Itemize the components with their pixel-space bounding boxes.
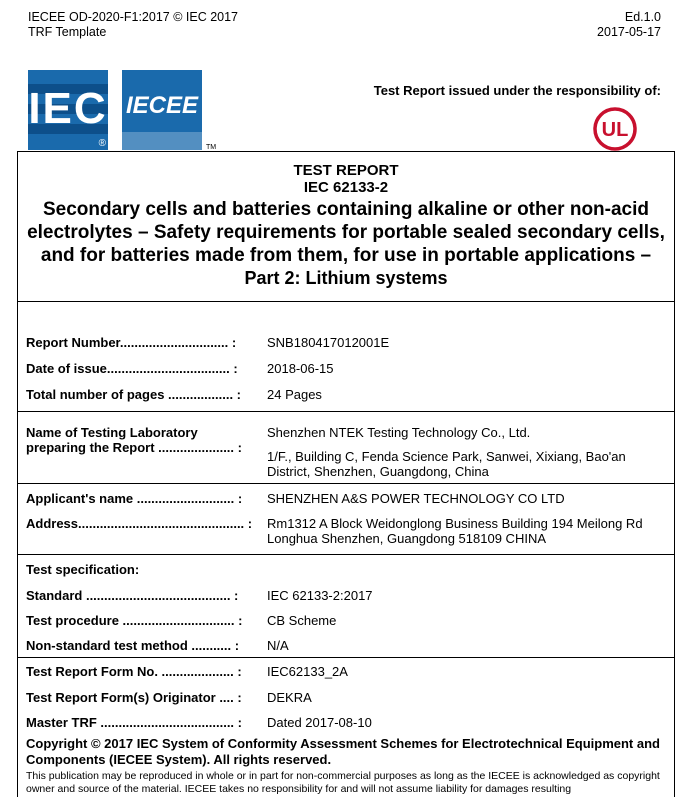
trf-number-value: IEC62133_2A: [267, 664, 348, 679]
trf-originator-value: DEKRA: [267, 690, 312, 705]
trademark-mark: TM: [206, 144, 217, 151]
total-pages-label: Total number of pages .................. :: [26, 387, 242, 402]
report-number-value: SNB180417012001E: [267, 335, 390, 350]
standard-description: Secondary cells and batteries containing alkaline or other non-acid electrolytes – Safety requirements for portable sealed secondary cells, and for batteries made from them, for use in portable applications –: [27, 199, 665, 266]
copyright-text: This publication may be reproduced in whole or in part for non-commercial purposes as long as the IECEE is acknowledged as copyright owner and source of the material. IECEE takes no responsibility for and will not assume liability for damages resulting: [26, 770, 660, 795]
applicant-name-label: Applicant's name ........................... :: [26, 491, 243, 506]
applicant-address-value: Rm1312 A Block Weidonglong Business Building 194 Meilong Rd Longhua Shenzhen, Guangdong 518109 CHINA: [267, 516, 643, 546]
trf-originator-label: Test Report Form(s) Originator .... :: [26, 690, 242, 705]
spec-heading: Test specification:: [26, 562, 140, 577]
master-trf-value: Dated 2017-08-10: [267, 715, 372, 730]
ul-logo-text: UL: [601, 119, 629, 141]
standard-part: Part 2: Lithium systems: [244, 268, 448, 288]
edition-date: 2017-05-17: [597, 25, 661, 39]
non-standard-method-label: Non-standard test method ........... :: [26, 638, 240, 653]
copyright-title: Copyright © 2017 IEC System of Conformity Assessment Schemes for Electrotechnical Equipment and Components (IECEE System). All rights reserved.: [26, 736, 660, 767]
iec-logo: [28, 70, 108, 150]
non-standard-method-value: N/A: [267, 638, 289, 653]
applicant-name-value: SHENZHEN A&S POWER TECHNOLOGY CO LTD: [267, 491, 565, 506]
date-of-issue-value: 2018-06-15: [267, 361, 334, 376]
responsibility-text: Test Report issued under the responsibility of:: [373, 83, 661, 98]
edition: Ed.1.0: [624, 10, 661, 24]
date-of-issue-label: Date of issue.................................. :: [26, 361, 238, 376]
divider: [18, 657, 674, 658]
report-number-label: Report Number.............................. :: [26, 335, 237, 350]
report-title: TEST REPORT: [293, 162, 399, 179]
laboratory-label: Name of Testing Laboratory preparing the Report ..................... :: [26, 425, 242, 455]
test-procedure-value: CB Scheme: [267, 613, 337, 628]
divider: [18, 483, 674, 484]
title-block: [18, 152, 674, 302]
standard-label: Standard ........................................ :: [26, 588, 239, 603]
registered-mark: ®: [98, 138, 106, 149]
standard-title: IEC 62133-2: [303, 179, 389, 196]
trf-number-label: Test Report Form No. .................... :: [26, 664, 242, 679]
total-pages-value: 24 Pages: [267, 387, 322, 402]
test-procedure-label: Test procedure ............................... :: [26, 613, 243, 628]
header-left: [28, 10, 238, 40]
doc-code: IECEE OD-2020-F1:2017 © IEC 2017: [28, 10, 239, 24]
report-frame: [17, 151, 675, 797]
iec-logo-text: IEC: [28, 84, 108, 133]
standard-value: IEC 62133-2:2017: [267, 588, 373, 603]
master-trf-label: Master TRF ..................................... :: [26, 715, 242, 730]
laboratory-address: 1/F., Building C, Fenda Science Park, Sanwei, Xixiang, Bao'an District, Shenzhen, Guangdong, China: [267, 449, 626, 479]
template-label: TRF Template: [28, 25, 107, 39]
applicant-address-label: Address.............................................. :: [26, 516, 253, 531]
header-right: [597, 10, 661, 40]
divider: [18, 554, 674, 555]
laboratory-name: Shenzhen NTEK Testing Technology Co., Ltd.: [267, 425, 531, 440]
divider: [18, 411, 674, 412]
ul-logo-icon: [592, 106, 638, 152]
iecee-logo-text: IECEE: [125, 92, 199, 119]
iecee-logo: [122, 70, 202, 150]
